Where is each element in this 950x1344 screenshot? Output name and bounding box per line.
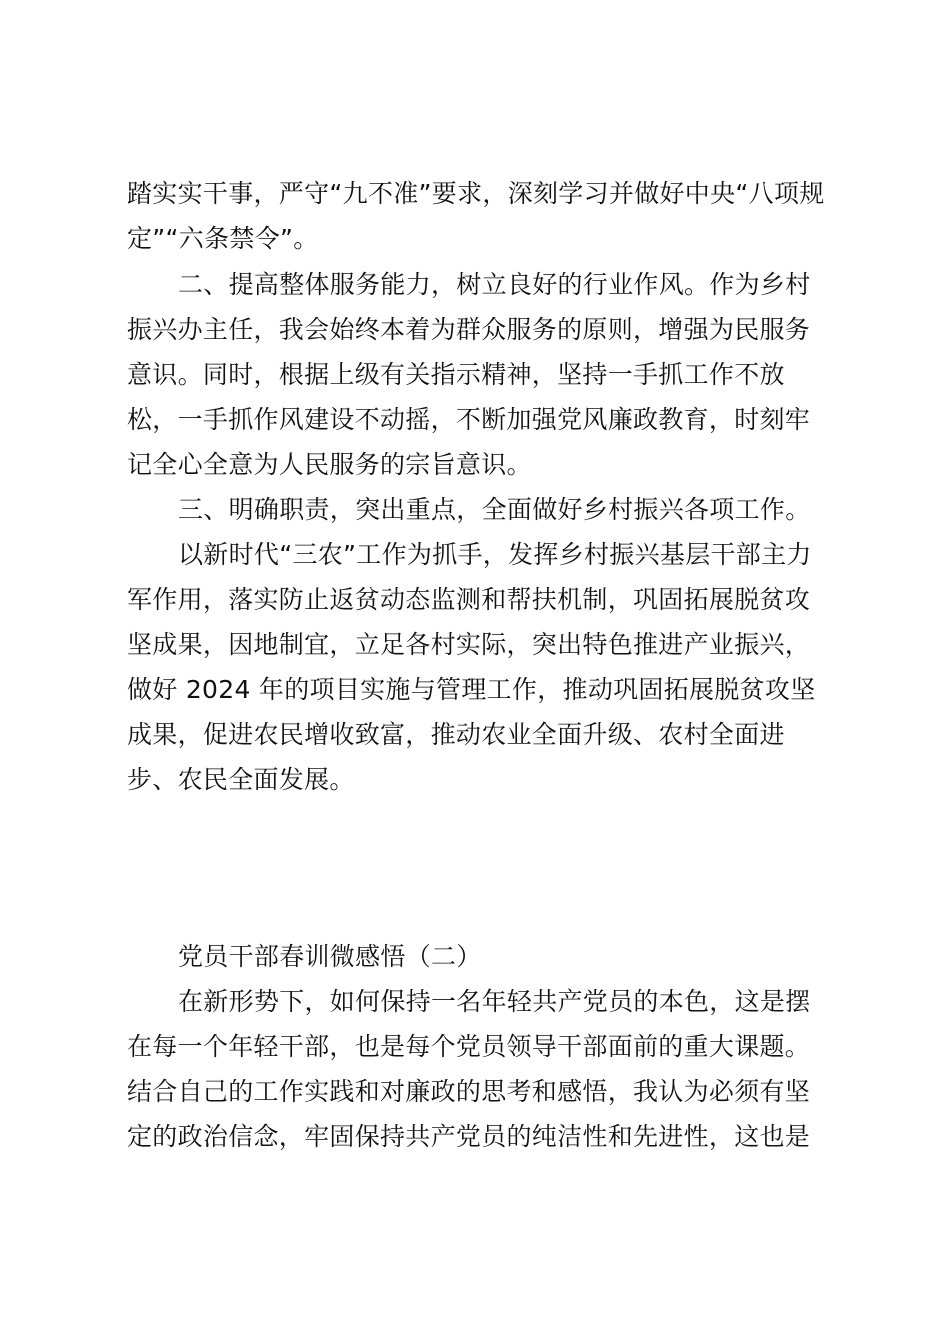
paragraph-3-line-4: 做好 2024 年的项目实施与管理工作，推动巩固拓展脱贫攻坚 bbox=[127, 675, 816, 704]
paragraph-3-line-2: 军作用，落实防止返贫动态监测和帮扶机制，巩固拓展脱贫攻 bbox=[127, 585, 811, 614]
paragraph-2-line-4: 记全心全意为人民服务的宗旨意识。 bbox=[127, 450, 532, 479]
paragraph-2-line-1: 振兴办主任，我会始终本着为群众服务的原则，增强为民服务 bbox=[127, 315, 811, 344]
paragraph-4-line-4: 定的政治信念，牢固保持共产党员的纯洁性和先进性，这也是 bbox=[127, 1122, 811, 1151]
section-three-heading: 三、明确职责，突出重点，全面做好乡村振兴各项工作。 bbox=[178, 495, 811, 524]
paragraph-4-line-1: 在新形势下，如何保持一名年轻共产党员的本色，这是摆 bbox=[178, 987, 811, 1016]
article-title: 党员干部春训微感悟（二） bbox=[178, 942, 482, 971]
paragraph-3-line-1: 以新时代“三农”工作为抓手，发挥乡村振兴基层干部主力 bbox=[178, 540, 812, 569]
paragraph-1-line-1: 踏实实干事，严守“九不准”要求，深刻学习并做好中央“八项规 bbox=[127, 179, 825, 208]
paragraph-1-line-2: 定”“六条禁令”。 bbox=[127, 224, 319, 253]
paragraph-4-line-3: 结合自己的工作实践和对廉政的思考和感悟，我认为必须有坚 bbox=[127, 1077, 811, 1106]
section-two-heading: 二、提高整体服务能力，树立良好的行业作风。作为乡村 bbox=[178, 270, 811, 299]
paragraph-3-line-3: 坚成果，因地制宜，立足各村实际，突出特色推进产业振兴， bbox=[127, 630, 811, 659]
paragraph-3-line-6: 步、农民全面发展。 bbox=[127, 765, 355, 794]
paragraph-2-line-3: 松，一手抓作风建设不动摇，不断加强党风廉政教育，时刻牢 bbox=[127, 405, 811, 434]
paragraph-4-line-2: 在每一个年轻干部，也是每个党员领导干部面前的重大课题。 bbox=[127, 1032, 811, 1061]
paragraph-3-line-5: 成果，促进农民增收致富，推动农业全面升级、农村全面进 bbox=[127, 720, 785, 749]
paragraph-2-line-2: 意识。同时，根据上级有关指示精神，坚持一手抓工作不放 bbox=[127, 360, 785, 389]
